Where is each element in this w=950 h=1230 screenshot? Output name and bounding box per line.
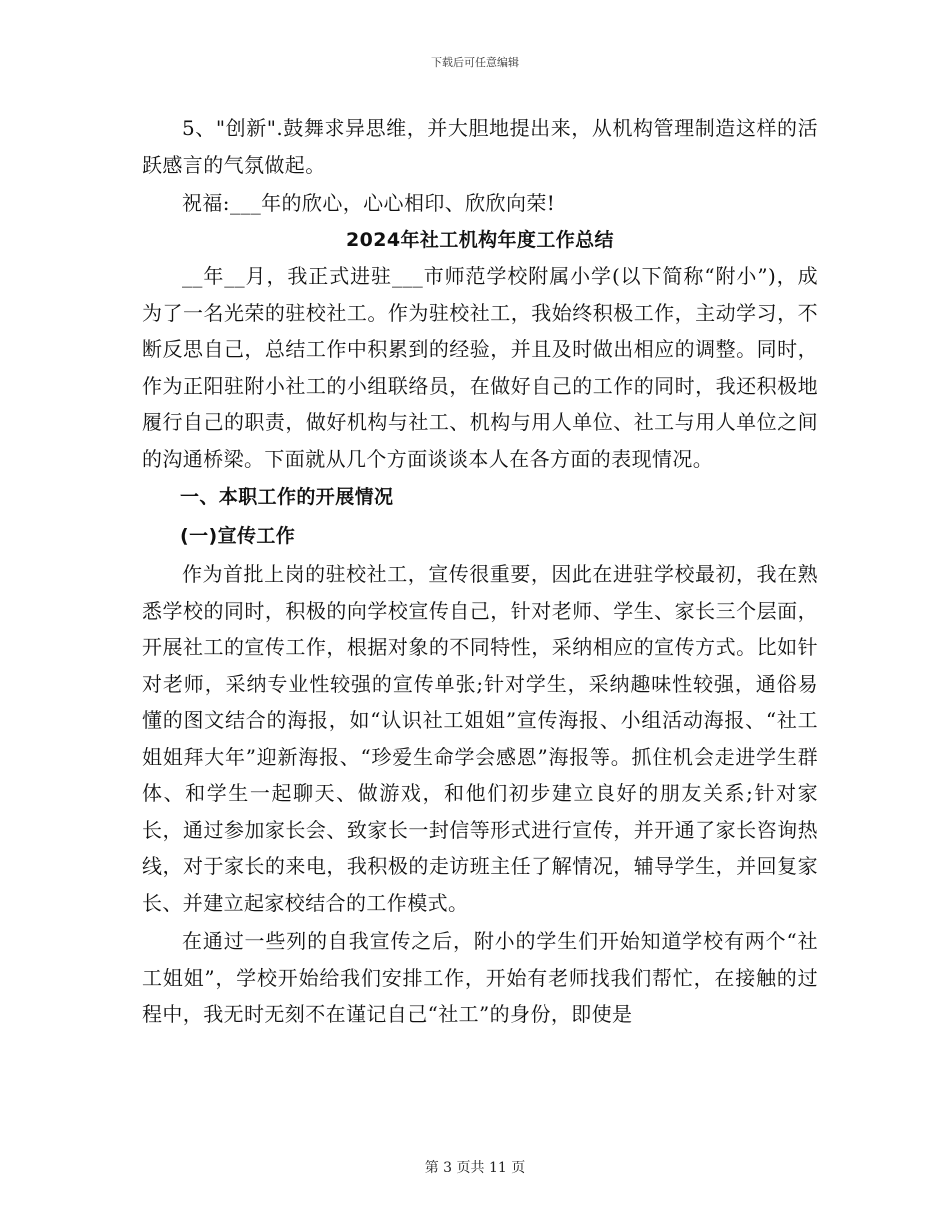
document-body [142, 110, 818, 1033]
paragraph-after-publicity: 在通过一些列的自我宣传之后，附小的学生们开始知道学校有两个“社工姐姐”，学校开始给我们安排工作，开始有老师找我们帮忙，在接触的过程中，我无时无刻不在谨记自己“社工”的身份，即使是 [142, 929, 818, 1026]
paragraph-intro: __年__月，我正式进驻___市师范学校附属小学(以下简称“附小”)，成为了一名光荣的驻校社工。作为驻校社工，我始终积极工作，主动学习，不断反思自己，总结工作中积累到的经验，并且及时做出相应的调整。同时，作为正阳驻附小社工的小组联络员，在做好自己的工作的同时，我还积极地履行自己的职责，做好机构与社工、机构与用人单位、社工与用人单位之间的沟通桥梁。下面就从几个方面谈谈本人在各方面的表现情况。 [142, 264, 818, 471]
document-title: 2024年社工机构年度工作总结 [346, 228, 614, 251]
paragraph-blessing: 祝福:___年的欣心，心心相印、欣欣向荣! [182, 191, 556, 215]
section-heading-2: (一)宣传工作 [180, 524, 296, 547]
paragraph-innovation: 5、"创新".鼓舞求异思维，并大胆地提出来，从机构管理制造这样的活跃感言的气氛做起。 [142, 116, 818, 177]
section-heading-1: 一、本职工作的开展情况 [180, 486, 394, 508]
paragraph-publicity: 作为首批上岗的驻校社工，宣传很重要，因此在进驻学校最初，我在熟悉学校的同时，积极的向学校宣传自己，针对老师、学生、家长三个层面，开展社工的宣传工作，根据对象的不同特性，采纳相应的宣传方式。比如针对老师，采纳专业性较强的宣传单张;针对学生，采纳趣味性较强，通俗易懂的图文结合的海报，如“认识社工姐姐”宣传海报、小组活动海报、“社工姐姐拜大年”迎新海报、“珍爱生命学会感恩”海报等。抓住机会走进学生群体、和学生一起聊天、做游戏，和他们初步建立良好的朋友关系;针对家长，通过参加家长会、致家长一封信等形式进行宣传，并开通了家长咨询热线，对于家长的来电，我积极的走访班主任了解情况，辅导学生，并回复家长、并建立起家校结合的工作模式。 [142, 562, 818, 915]
page-footer: 第 3 页共 11 页 [424, 1160, 526, 1176]
page-header: 下载后可任意编辑 [431, 56, 519, 69]
